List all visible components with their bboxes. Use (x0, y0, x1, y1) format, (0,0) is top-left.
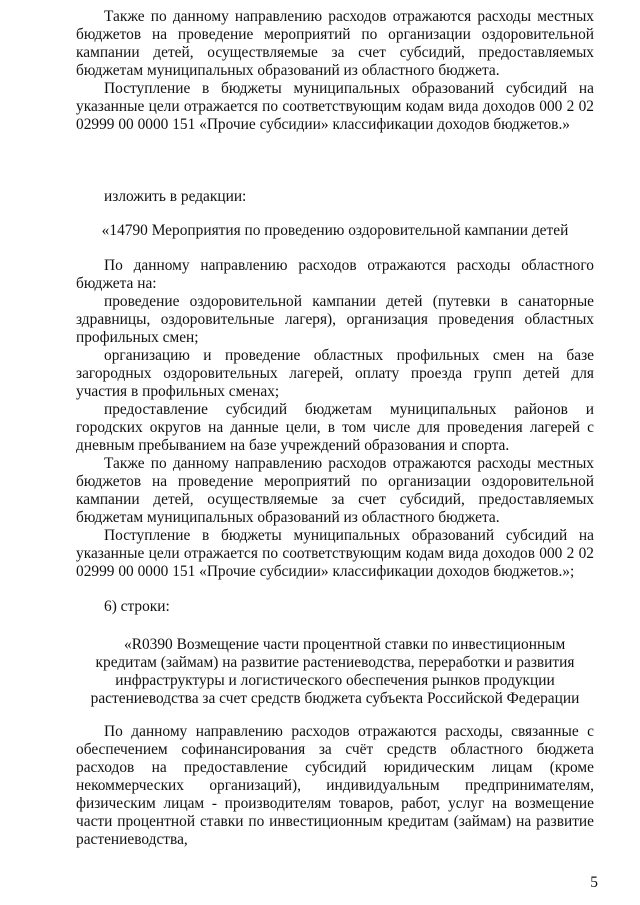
paragraph: Поступление в бюджеты муниципальных образований субсидий на указанные цели отражается по соответствующим кодам вида доходов 000 2 02 02999 00 0000 151 «Прочие субсидии» классификации доходов бюджетов.»; (76, 527, 594, 580)
redaction-line: изложить в редакции: (104, 188, 247, 205)
section-heading-line: «R0390 Возмещение части процентной ставки по инвестиционным (124, 636, 566, 653)
paragraph: предоставление субсидий бюджетам муниципальных районов и городских округов на данные цели, в том числе для проведения лагерей с дневным пребыванием на базе учреждений образования и спорта. (76, 401, 594, 454)
section-heading-line: инфраструктуры и логистического обеспечения рынков продукции (115, 672, 555, 689)
paragraph: Также по данному направлению расходов отражаются расходы местных бюджетов на проведение мероприятий по организации оздоровительной кампании детей, осуществляемые за счет субсидий, предоставляемых бюджетам муниципальных образований из областного бюджета. (76, 8, 594, 79)
paragraph: проведение оздоровительной кампании детей (путевки в санаторные здравницы, оздоровительные лагеря), организация проведения областных профильных смен; (76, 293, 594, 346)
paragraph: По данному направлению расходов отражаются расходы, связанные с обеспечением софинансирования за счёт средств областного бюджета расходов на предоставление субсидий юридическим лицам (кроме некоммерческих организаций), индивидуальным предпринимателям, физическим лицам - производителям товаров, работ, услуг на возмещение части процентной ставки по инвестиционным кредитам (займам) на развитие растениеводства, (76, 723, 594, 848)
paragraph: Также по данному направлению расходов отражаются расходы местных бюджетов на проведение мероприятий по организации оздоровительной кампании детей, осуществляемые за счет субсидий, предоставляемых бюджетам муниципальных образований из областного бюджета. (76, 455, 594, 526)
text-block-2 (76, 257, 594, 581)
redaction-line-block (76, 188, 594, 206)
page-number: 5 (590, 874, 598, 891)
paragraph: организацию и проведение областных профильных смен на базе загородных оздоровительных лагерей, оплату проезда групп детей для участия в профильных сменах; (76, 347, 594, 400)
paragraph: По данному направлению расходов отражаются расходы областного бюджета на: (76, 257, 594, 292)
item-6-line: 6) строки: (104, 598, 170, 615)
section-heading-line: кредитам (займам) на развитие растениеводства, переработки и развития (95, 654, 575, 671)
item6-block (76, 598, 594, 616)
heading-r0390-block (76, 636, 594, 708)
section-heading: «14790 Мероприятия по проведению оздоровительной кампании детей (101, 222, 569, 239)
heading-14790-block (76, 222, 594, 240)
text-block-3 (76, 723, 594, 849)
section-heading-line: растениеводства за счет средств бюджета субъекта Российской Федерации (90, 690, 580, 707)
text-block-1 (76, 8, 594, 134)
paragraph: Поступление в бюджеты муниципальных образований субсидий на указанные цели отражается по соответствующим кодам вида доходов 000 2 02 02999 00 0000 151 «Прочие субсидии» классификации доходов бюджетов.» (76, 80, 594, 133)
